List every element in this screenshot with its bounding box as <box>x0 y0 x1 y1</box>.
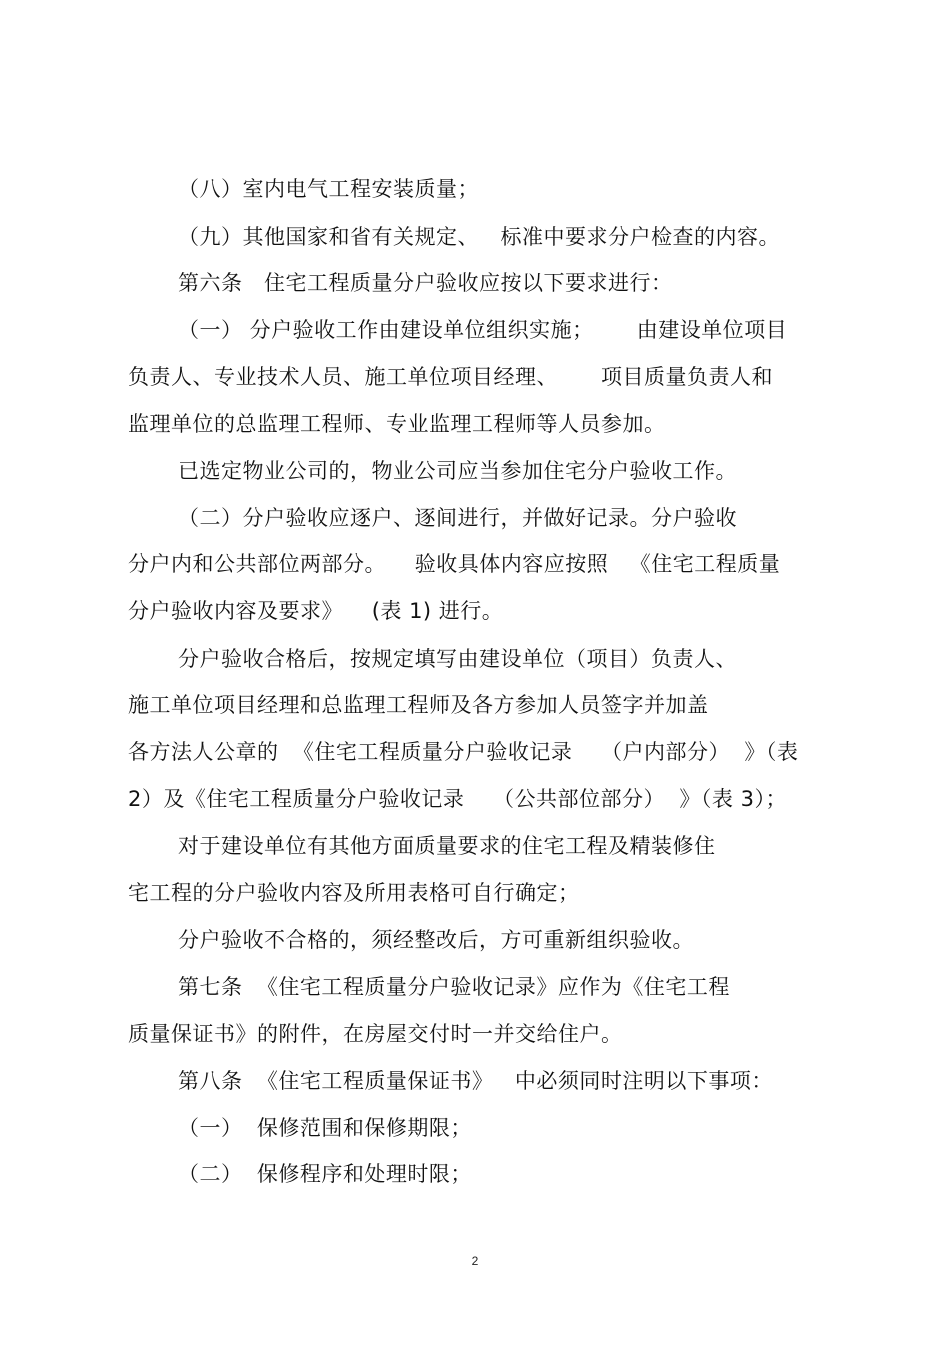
text-line: （八）室内电气工程安装质量； <box>178 177 479 201</box>
text-line: 负责人、专业技术人员、施工单位项目经理、 项目质量负责人和 <box>128 365 774 389</box>
text-line: （一） 保修范围和保修期限； <box>178 1116 472 1140</box>
text-line: 质量保证书》的附件，在房屋交付时一并交给住户。 <box>128 1022 623 1046</box>
page-number: 2 <box>471 1254 479 1268</box>
text-line: 分户验收不合格的，须经整改后，方可重新组织验收。 <box>178 928 694 952</box>
text-line: （九）其他国家和省有关规定、 标准中要求分户检查的内容。 <box>178 225 781 249</box>
section-heading: 第八条 《住宅工程质量保证书》 中必须同时注明以下事项： <box>178 1069 773 1093</box>
section-heading: 第七条 《住宅工程质量分户验收记录》应作为《住宅工程 <box>178 975 730 999</box>
text-line: （二） 保修程序和处理时限； <box>178 1162 472 1186</box>
text-line: 已选定物业公司的，物业公司应当参加住宅分户验收工作。 <box>178 459 737 483</box>
text-line: 施工单位项目经理和总监理工程师及各方参加人员签字并加盖 <box>128 693 709 717</box>
text-line: 宅工程的分户验收内容及所用表格可自行确定； <box>128 881 580 905</box>
text-line: （一） 分户验收工作由建设单位组织实施； 由建设单位项目 <box>178 318 788 342</box>
text-line: 分户内和公共部位两部分。 验收具体内容应按照 《住宅工程质量 <box>128 552 781 576</box>
text-line: 2）及《住宅工程质量分户验收记录 （公共部位部分） 》（表 3）； <box>128 787 787 811</box>
section-heading: 第六条 住宅工程质量分户验收应按以下要求进行： <box>178 271 673 295</box>
text-line: 监理单位的总监理工程师、专业监理工程师等人员参加。 <box>128 412 666 436</box>
text-line: 分户验收内容及要求》 (表 1) 进行。 <box>128 599 504 623</box>
text-line: （二）分户验收应逐户、逐间进行，并做好记录。分户验收 <box>178 506 737 530</box>
text-line: 对于建设单位有其他方面质量要求的住宅工程及精装修住 <box>178 834 716 858</box>
text-line: 分户验收合格后，按规定填写由建设单位（项目）负责人、 <box>178 647 737 671</box>
text-line: 各方法人公章的 《住宅工程质量分户验收记录 （户内部分） 》（表 <box>128 740 799 764</box>
